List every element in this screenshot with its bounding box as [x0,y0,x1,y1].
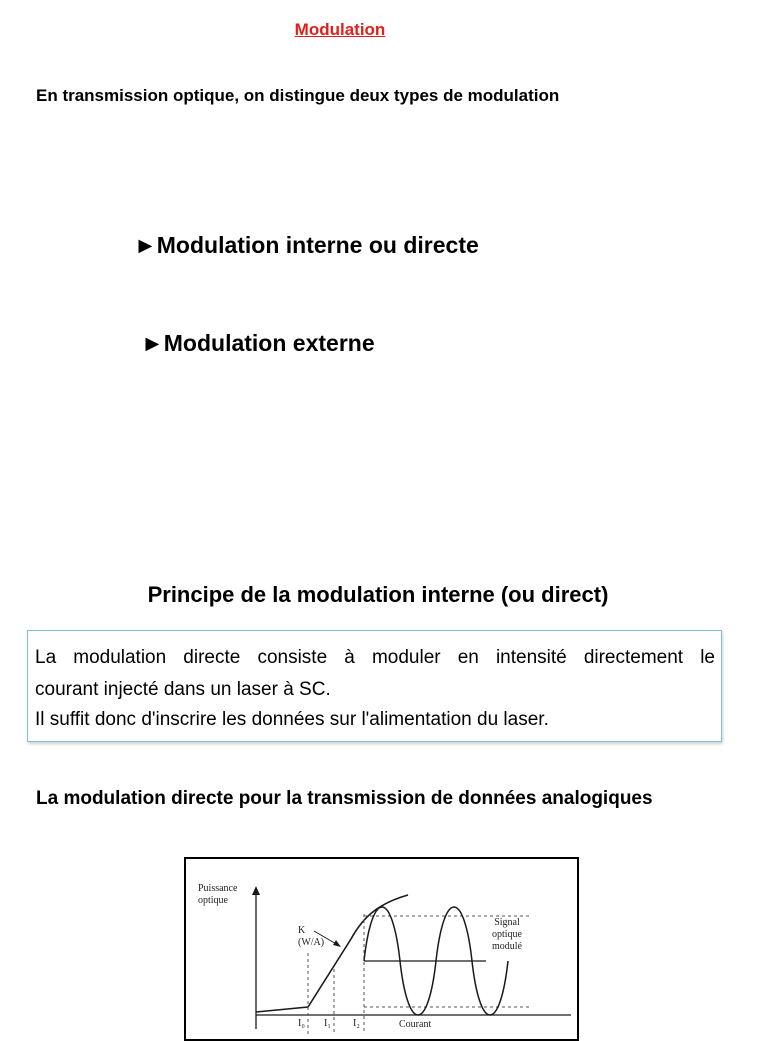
tick-label-i1: I₁ [324,1018,331,1029]
laser-modulation-figure [184,857,579,1041]
definition-line-2: courant injecté dans un laser à SC. [35,679,331,700]
y-axis-label-line-2: optique [198,895,228,906]
slope-label-line-2: (W/A) [298,937,325,948]
signal-label-line-1: Signal [494,917,520,928]
signal-label-line-2: optique [492,929,522,940]
signal-label-line-3: modulé [492,941,522,952]
page-title: Modulation [294,20,386,39]
definition-line-1: La modulation directe consiste à moduler en intensité directement le [35,647,715,668]
definition-box [27,630,722,742]
tick-label-i2: I₂ [353,1018,360,1029]
principle-heading: Principe de la modulation interne (ou direct) [147,582,609,607]
y-axis-label-line-1: Puissance [198,883,238,894]
intro-text: En transmission optique, on distingue deux types de modulation [36,86,560,105]
laser-characteristic-curve [256,895,408,1012]
x-axis-label: Courant [399,1019,432,1030]
analog-heading: La modulation directe pour la transmission de données analogiques [36,788,653,809]
bullet-triangle-icon: ► [134,232,157,258]
bullet-label: Modulation interne ou directe [156,232,479,258]
slope-arrow-icon [333,940,341,947]
y-axis-arrow-icon [252,886,260,895]
bullet-label: Modulation externe [163,330,375,356]
bullet-triangle-icon: ► [141,330,164,356]
bullet-direct-modulation [134,232,479,259]
slope-label-line-1: K [298,925,306,936]
bullet-external-modulation [141,330,375,357]
definition-line-3: Il suffit donc d'inscrire les données sur l'alimentation du laser. [35,709,549,730]
tick-label-i0: I₀ [298,1018,305,1029]
